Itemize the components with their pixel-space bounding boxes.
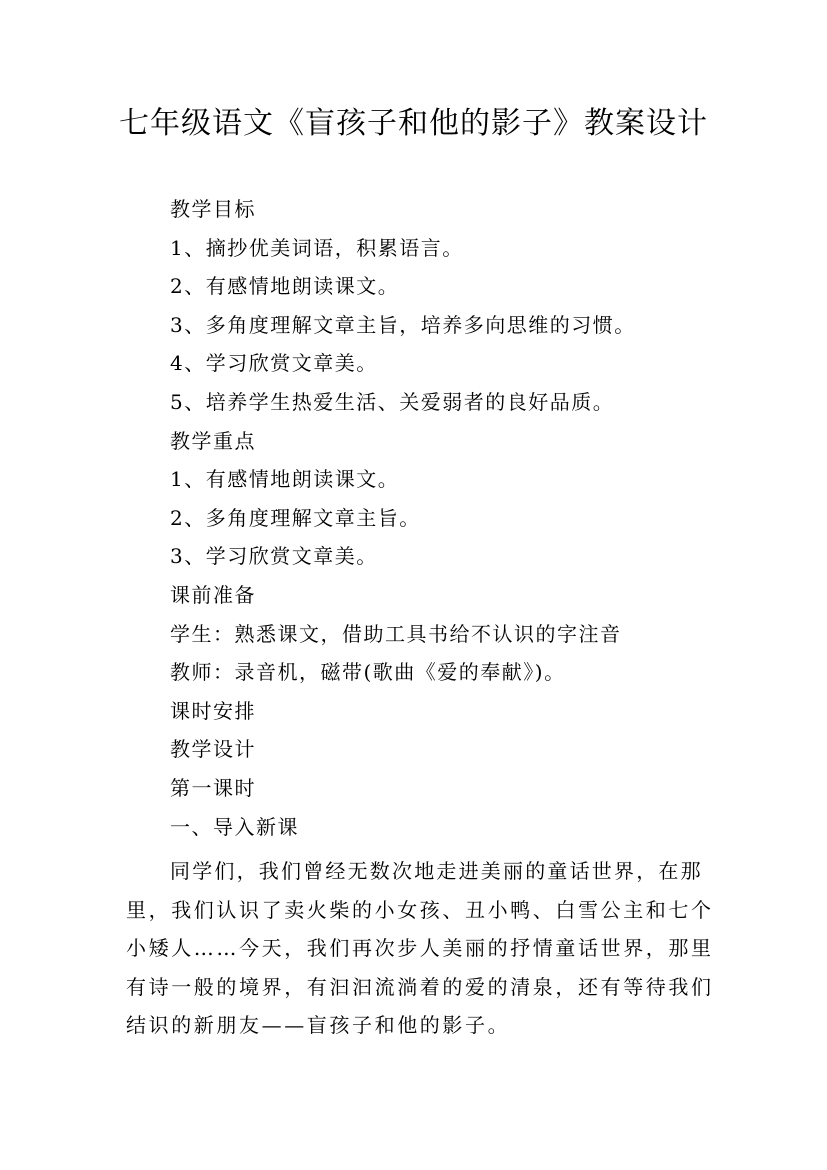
list-item: 3、多角度理解文章主旨，培养多向思维的习惯。 [170,312,636,337]
list-item: 5、培养学生热爱生活、关爱弱者的良好品质。 [170,389,615,414]
section-heading-key-points: 教学重点 [170,428,256,453]
list-item: 1、有感情地朗读课文。 [170,467,400,492]
list-item: 4、学习欣赏文章美。 [170,351,378,376]
list-item: 2、多角度理解文章主旨。 [170,505,421,530]
list-item: 1、摘抄优美词语，积累语言。 [170,235,464,260]
section-heading-schedule: 课时安排 [170,698,256,723]
list-item: 3、学习欣赏文章美。 [170,544,378,569]
paragraph-line: 同学们，我们曾经无数次地走进美丽的童话世界，在那 [170,859,703,883]
section-heading-design: 教学设计 [170,737,256,762]
section-heading-first-lesson: 第一课时 [170,775,256,800]
paragraph-line: 里，我们认识了卖火柴的小女孩、丑小鸭、白雪公主和七个 [126,897,714,922]
paragraph-line: 有诗一般的境界，有汩汩流淌着的爱的清泉，还有等待我们 [126,974,714,999]
section-heading-preparation: 课前准备 [170,582,256,607]
paragraph-line: 结识的新朋友——盲孩子和他的影子。 [126,1013,511,1038]
document-body [170,190,710,846]
section-heading-teaching-goals: 教学目标 [170,197,256,221]
section-heading-introduction: 一、导入新课 [170,814,299,839]
document-title: 七年级语文《盲孩子和他的影子》教案设计 [119,106,708,141]
list-item: 教师：录音机，磁带(歌曲《爱的奉献》)。 [170,660,566,685]
list-item: 学生：熟悉课文，借助工具书给不认识的字注音 [170,621,622,646]
list-item: 2、有感情地朗读课文。 [170,274,400,299]
intro-paragraph [126,852,714,1045]
paragraph-line: 小矮人……今天，我们再次步人美丽的抒情童话世界，那里 [126,936,714,961]
